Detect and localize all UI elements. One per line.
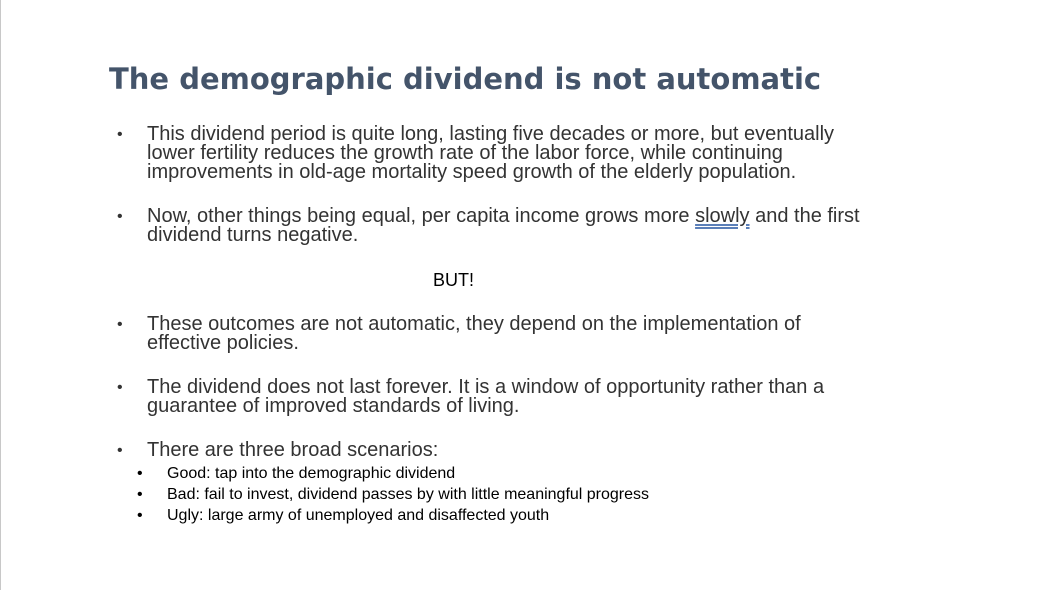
bullet-line: dividend turns negative. [147, 224, 359, 246]
bullet-line: There are three broad scenarios: [147, 439, 439, 461]
bullet-icon: • [117, 442, 123, 459]
bullet-icon: • [137, 465, 143, 482]
sub-bullet-text: Bad: fail to invest, dividend passes by with little meaningful progress [167, 486, 650, 503]
bullet-text-segment: Now, other things being equal, per capita income grows more [147, 205, 696, 227]
bullet-line: This dividend period is quite long, lasting five decades or more, but eventually [147, 123, 835, 145]
bullet-line: The dividend does not last forever. It is a window of opportunity rather than a [147, 376, 825, 398]
sub-bullet-text: Good: tap into the demographic dividend [167, 465, 456, 482]
sub-bullet-text: Ugly: large army of unemployed and disaffected youth [167, 507, 550, 524]
but-callout: BUT! [433, 270, 475, 290]
underlined-word: slowly [695, 205, 750, 227]
bullet-text-segment: and the first [749, 205, 860, 227]
bullet-icon: • [137, 507, 143, 524]
bullet-icon: • [117, 316, 123, 333]
bullet-text [147, 207, 947, 245]
bullet-icon: • [117, 208, 123, 225]
bullet-line: lower fertility reduces the growth rate of the labor force, while continuing [147, 142, 783, 164]
slide-title: The demographic dividend is not automatic [109, 62, 822, 96]
bullet-text [147, 441, 947, 460]
bullet-line: These outcomes are not automatic, they depend on the implementation of [147, 313, 801, 335]
bullet-icon: • [117, 126, 123, 143]
bullet-icon: • [117, 379, 123, 396]
bullet-text [147, 315, 947, 353]
bullet-text [147, 125, 947, 182]
bullet-text [147, 378, 947, 416]
bullet-line: improvements in old-age mortality speed growth of the elderly population. [147, 161, 797, 183]
bullet-icon: • [137, 486, 143, 503]
bullet-line: guarantee of improved standards of living. [147, 395, 520, 417]
bullet-line: effective policies. [147, 332, 299, 354]
